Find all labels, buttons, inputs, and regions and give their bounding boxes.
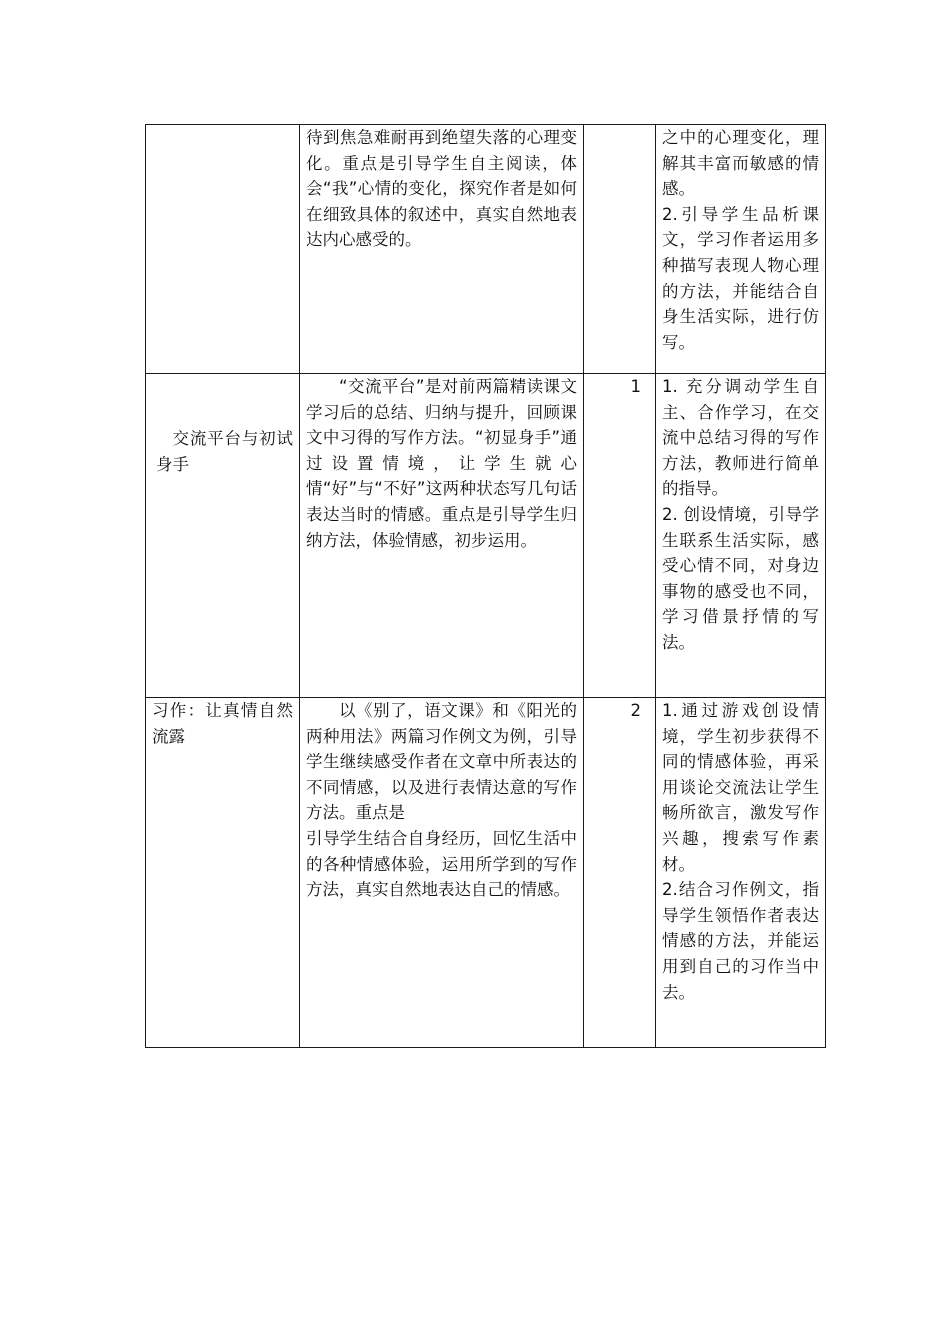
table-row [146,698,826,1048]
table-row [146,374,826,698]
hours-cell: 1 [584,374,656,698]
unit-cell: 交流平台与初试身手 [146,374,300,698]
goals-cell: 1. 充分调动学生自主、合作学习，在交流中总结习得的写作方法，教师进行简单的指导。 2. 创设情境，引导学生联系生活实际，感受心情不同，对身边事物的感受也不同，学习借景抒情的写法。 [656,374,826,698]
goals-cell: 之中的心理变化，理解其丰富而敏感的情感。 2.引导学生品析课文，学习作者运用多种描写表现人物心理的方法，并能结合自身生活实际，进行仿写。 [656,125,826,374]
content-cell: 以《别了，语文课》和《阳光的两种用法》两篇习作例文为例，引导学生继续感受作者在文章中所表达的不同情感，以及进行表情达意的写作方法。重点是 引导学生结合自身经历，回忆生活中的各种情感体验，运用所学到的写作方法，真实自然地表达自己的情感。 [300,698,584,1048]
lesson-plan-table [145,124,826,1048]
unit-cell: 习作：让真情自然流露 [146,698,300,1048]
content-cell: “交流平台”是对前两篇精读课文学习后的总结、归纳与提升，回顾课文中习得的写作方法。“初显身手”通过设置情境，让学生就心情“好”与“不好”这两种状态写几句话表达当时的情感。重点是引导学生归纳方法，体验情感，初步运用。 [300,374,584,698]
unit-cell [146,125,300,374]
table-row [146,125,826,374]
hours-cell [584,125,656,374]
goals-cell: 1.通过游戏创设情境，学生初步获得不同的情感体验，再采用谈论交流法让学生畅所欲言，激发写作兴趣，搜索写作素材。 2.结合习作例文，指导学生领悟作者表达情感的方法，并能运用到自己的习作当中去。 [656,698,826,1048]
content-cell: 待到焦急难耐再到绝望失落的心理变化。重点是引导学生自主阅读，体会“我”心情的变化，探究作者是如何在细致具体的叙述中，真实自然地表达内心感受的。 [300,125,584,374]
hours-cell: 2 [584,698,656,1048]
